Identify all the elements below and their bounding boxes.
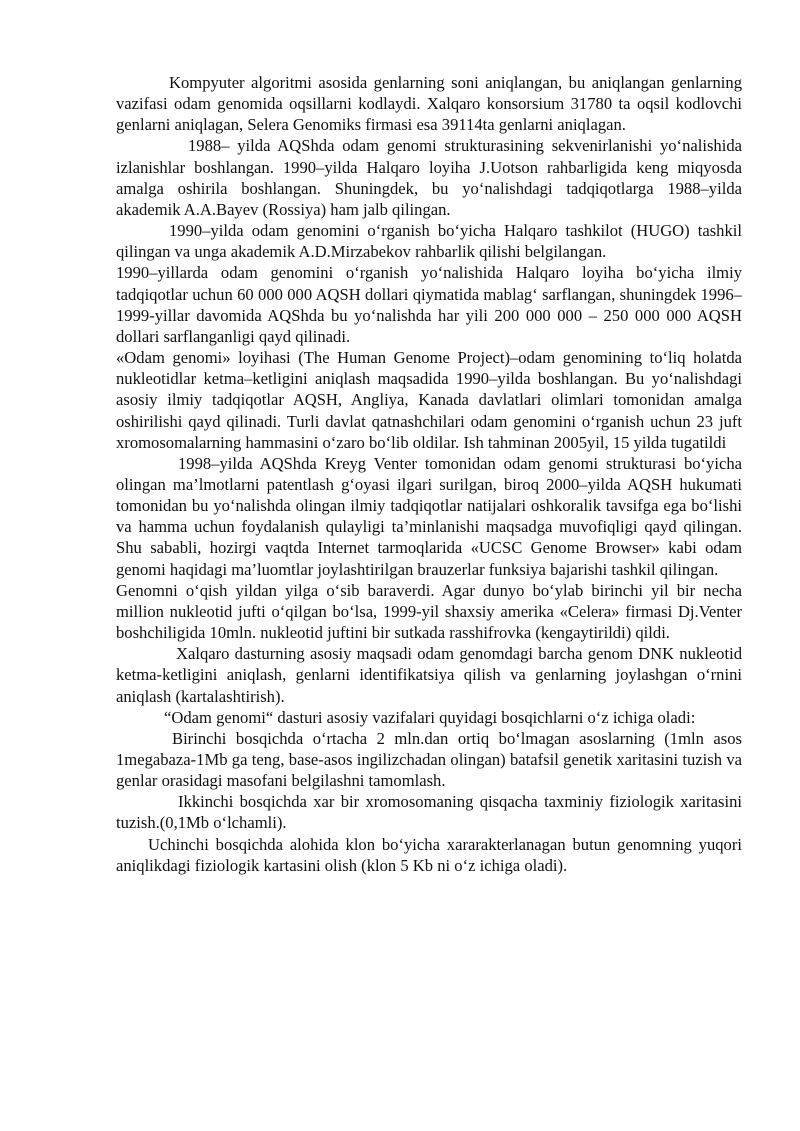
paragraph-hugo: 1990–yilda odam genomini o‘rganish bo‘yicha Halqaro tashkilot (HUGO) tashkil qilingan va unga akademik A.D.Mirzabekov rahbarlik qilishi belgilangan.	[116, 221, 742, 262]
paragraph-program-goal: Xalqaro dasturning asosiy maqsadi odam genomdagi barcha genom DNK nukleotid ketma-ketligini aniqlash, genlarni identifikatsiya qilish va genlarning joylashgan o‘rnini aniqlash (kartalashtirish).	[116, 644, 742, 706]
paragraph-venter-patents: 1998–yilda AQShda Kreyg Venter tomonidan odam genomi strukturasi bo‘yicha olingan ma’lmotlarni patentlash g‘oyasi ilgari surilgan, biroq 2000–yilda AQSH hukumati tomonidan bu yo‘nalishda olingan ilmiy tadqiqotlar natijalari oshkoralik tavsifga ega bo‘lishi va hamma uchun foydalanish qulayligi ta’minlanishi maqsadga muvofiqligi qayd qilingan. Shu sababli, hozirgi vaqtda Internet tarmoqlarida «UCSC Genome Browser» kabi odam genomi haqidagi ma’luomtlar joylashtirilgan brauzerlar funksiya bajarishi tashkil qilingan.	[116, 453, 742, 579]
paragraph-stage-two: Ikkinchi bosqichda xar bir xromosomaning qisqacha taxminiy fiziologik xaritasini tuzish.(0,1Mb o‘lchamli).	[116, 792, 742, 833]
paragraph-funding: 1990–yillarda odam genomini o‘rganish yo‘nalishida Halqaro loyiha bo‘yicha ilmiy tadqiqotlar uchun 60 000 000 AQSH dollari qiymatida mablag‘ sarflangan, shuningdek 1996–1999-yillar davomida AQShda bu yo‘nalishda har yili 200 000 000 – 250 000 000 AQSH dollari sarflanganligi qayd qilinadi.	[116, 263, 742, 346]
paragraph-stage-one: Birinchi bosqichda o‘rtacha 2 mln.dan ortiq bo‘lmagan asoslarning (1mln asos 1megabaza-1Mb ga teng, base-asos ingilizchadan olingan) batafsil genetik xaritasini tuzish va genlar orasidagi masofani belgilashni tamomlash.	[116, 728, 742, 791]
paragraph-sequencing-growth: Genomni o‘qish yildan yilga o‘sib baraverdi. Agar dunyo bo‘ylab birinchi yil bir necha million nukleotid jufti o‘qilgan bo‘lsa, 1999-yil shaxsiy amerika «Celera» firmasi Dj.Venter boshchiligida 10mln. nukleotid juftini bir sutkada rasshifrovka (kengaytirildi) qildi.	[116, 580, 742, 643]
paragraph-stage-three: Uchinchi bosqichda alohida klon bo‘yicha xararakterlanagan butun genomning yuqori aniqlikdagi fiziologik kartasini olish (klon 5 Kb ni o‘z ichiga oladi).	[116, 834, 742, 875]
paragraph-gene-count: Kompyuter algoritmi asosida genlarning soni aniqlangan, bu aniqlangan genlarning vazifasi odam genomida oqsillarni kodlaydi. Xalqaro konsorsium 31780 ta oqsil kodlovchi genlarni aniqlagan, Selera Genomiks firmasi esa 39114ta genlarni aniqlagan.	[116, 73, 742, 135]
paragraph-human-genome-project: «Odam genomi» loyihasi (The Human Genome Project)–odam genomining to‘liq holatda nukleotidlar ketma–ketligini aniqlash maqsadida 1990–yilda boshlangan. Bu yo‘nalishdagi asosiy ilmiy tadqiqotlar AQSH, Angliya, Kanada davlatlari olimlari tomonidan amalga oshirilishi qayd qilinadi. Turli davlat qatnashchilari odam genomini o‘rganish uchun 23 juft xromosomalarning hammasini o‘zaro bo‘lib oldilar. Ish tahminan 2005yil, 15 yilda tugatildi	[116, 348, 742, 452]
paragraph-1988-research: 1988– yilda AQShda odam genomi strukturasining sekvenirlanishi yo‘nalishida izlanishlar boshlangan. 1990–yilda Halqaro loyiha J.Uotson rahbarligida keng miqyosda amalga oshirila boshlangan. Shuningdek, bu yo‘nalishdagi tadqiqotlarga 1988–yilda akademik A.A.Bayev (Rossiya) ham jalb qilingan.	[116, 136, 742, 219]
paragraph-program-tasks: “Odam genomi“ dasturi asosiy vazifalari quyidagi bosqichlarni o‘z ichiga oladi:	[164, 707, 696, 727]
document-page	[116, 72, 742, 876]
